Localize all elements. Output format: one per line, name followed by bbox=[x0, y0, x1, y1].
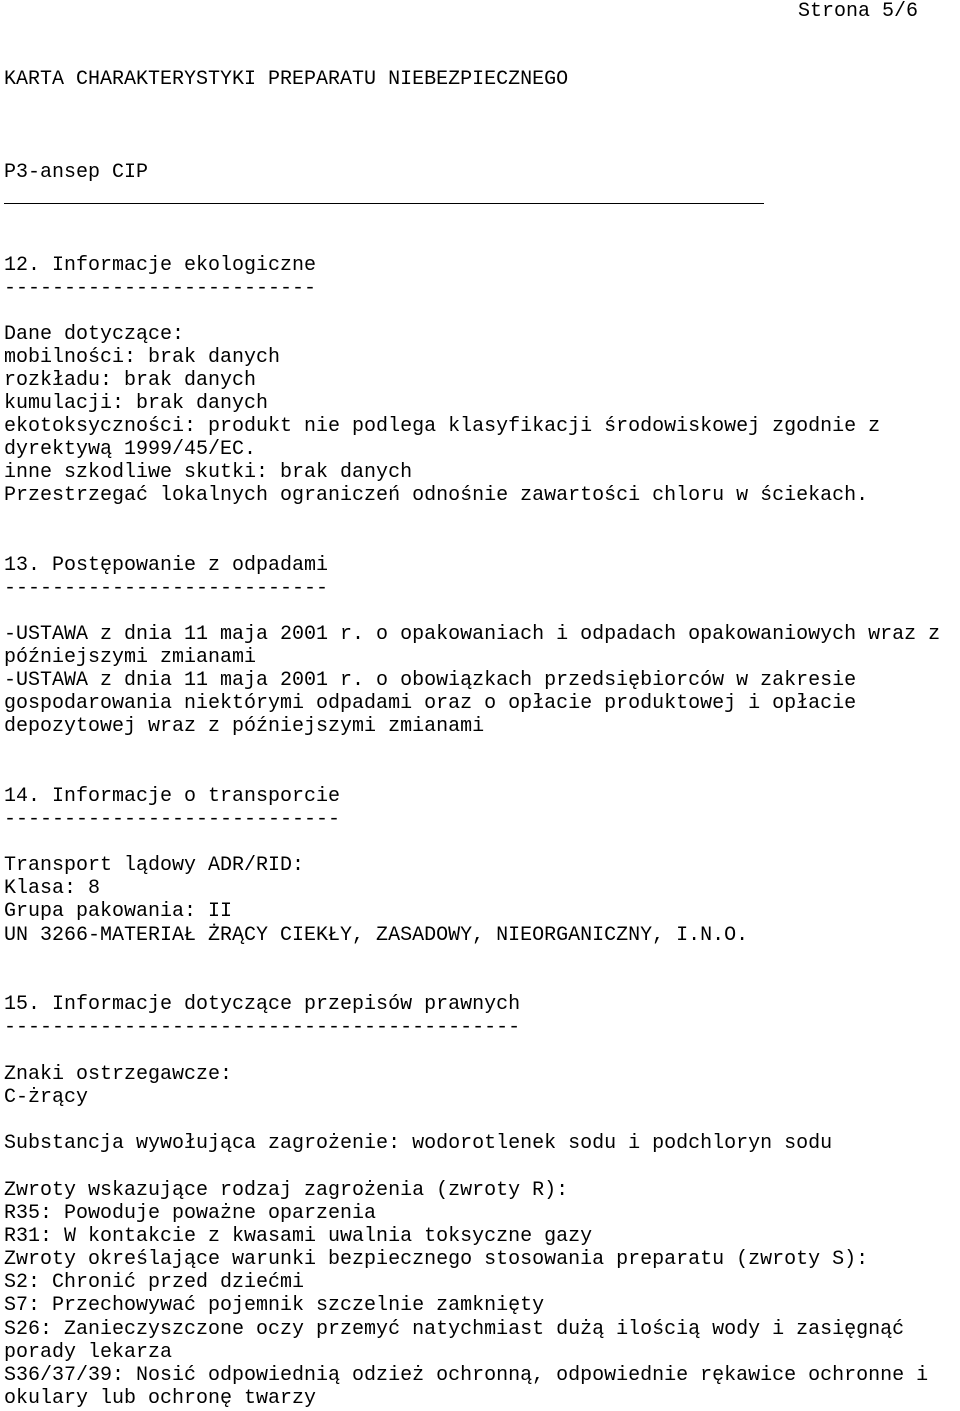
section-13-line: -USTAWA z dnia 11 maja 2001 r. o opakowaniach i odpadach opakowaniowych wraz z bbox=[4, 623, 941, 646]
section-15-line: okulary lub ochronę twarzy bbox=[4, 1387, 317, 1410]
section-15-line: porady lekarza bbox=[4, 1341, 173, 1364]
section-15-underline: ------------------------------------------- bbox=[4, 1016, 521, 1039]
section-13-line: gospodarowania niektórymi odpadami oraz o opłacie produktowej i opłacie bbox=[4, 692, 857, 715]
section-12-line: rozkładu: brak danych bbox=[4, 369, 257, 392]
section-12-line: kumulacji: brak danych bbox=[4, 392, 269, 415]
section-15-line: S2: Chronić przed dziećmi bbox=[4, 1271, 305, 1294]
section-14-line: UN 3266-MATERIAŁ ŻRĄCY CIEKŁY, ZASADOWY, NIEORGANICZNY, I.N.O. bbox=[4, 924, 749, 947]
section-12-heading: 12. Informacje ekologiczne bbox=[4, 254, 317, 277]
section-13-line: depozytowej wraz z późniejszymi zmianami bbox=[4, 715, 485, 738]
section-14-line: Transport lądowy ADR/RID: bbox=[4, 854, 305, 877]
hazardous-substance: Substancja wywołująca zagrożenie: wodorotlenek sodu i podchloryn sodu bbox=[4, 1132, 833, 1155]
section-14-line: Klasa: 8 bbox=[4, 877, 101, 900]
section-14-underline: ---------------------------- bbox=[4, 808, 341, 831]
page-number: Strona 5/6 bbox=[798, 0, 919, 23]
section-15-line: S36/37/39: Nosić odpowiednią odzież ochronną, odpowiednie rękawice ochronne i bbox=[4, 1364, 929, 1387]
warning-signs-label: Znaki ostrzegawcze: bbox=[4, 1063, 233, 1086]
section-15-line: Zwroty określające warunki bezpiecznego stosowania preparatu (zwroty S): bbox=[4, 1248, 869, 1271]
section-12-line: Dane dotyczące: bbox=[4, 323, 185, 346]
section-12-line: ekotoksyczności: produkt nie podlega klasyfikacji środowiskowej zgodnie z bbox=[4, 415, 881, 438]
section-14-line: Grupa pakowania: II bbox=[4, 900, 233, 923]
section-15-line: Zwroty wskazujące rodzaj zagrożenia (zwroty R): bbox=[4, 1179, 569, 1202]
product-name: P3-ansep CIP bbox=[4, 161, 149, 184]
section-13-line: późniejszymi zmianami bbox=[4, 646, 257, 669]
section-13-line: -USTAWA z dnia 11 maja 2001 r. o obowiązkach przedsiębiorców w zakresie bbox=[4, 669, 857, 692]
section-13-heading: 13. Postępowanie z odpadami bbox=[4, 554, 329, 577]
section-12-underline: -------------------------- bbox=[4, 277, 317, 300]
section-15-line: R35: Powoduje poważne oparzenia bbox=[4, 1202, 377, 1225]
section-12-line: dyrektywą 1999/45/EC. bbox=[4, 438, 257, 461]
section-12-line: inne szkodliwe skutki: brak danych bbox=[4, 461, 413, 484]
document-title: KARTA CHARAKTERYSTYKI PREPARATU NIEBEZPIECZNEGO bbox=[4, 68, 569, 91]
warning-signs-value: C-żrący bbox=[4, 1086, 89, 1109]
section-13-underline: --------------------------- bbox=[4, 577, 329, 600]
section-15-line: S26: Zanieczyszczone oczy przemyć natychmiast dużą ilością wody i zasięgnąć bbox=[4, 1318, 905, 1341]
header-rule bbox=[4, 203, 764, 204]
section-15-heading: 15. Informacje dotyczące przepisów prawnych bbox=[4, 993, 521, 1016]
section-12-line: mobilności: brak danych bbox=[4, 346, 281, 369]
section-12-line: Przestrzegać lokalnych ograniczeń odnośnie zawartości chloru w ściekach. bbox=[4, 484, 869, 507]
section-15-line: R31: W kontakcie z kwasami uwalnia toksyczne gazy bbox=[4, 1225, 593, 1248]
section-14-heading: 14. Informacje o transporcie bbox=[4, 785, 341, 808]
section-15-line: S7: Przechowywać pojemnik szczelnie zamknięty bbox=[4, 1294, 545, 1317]
